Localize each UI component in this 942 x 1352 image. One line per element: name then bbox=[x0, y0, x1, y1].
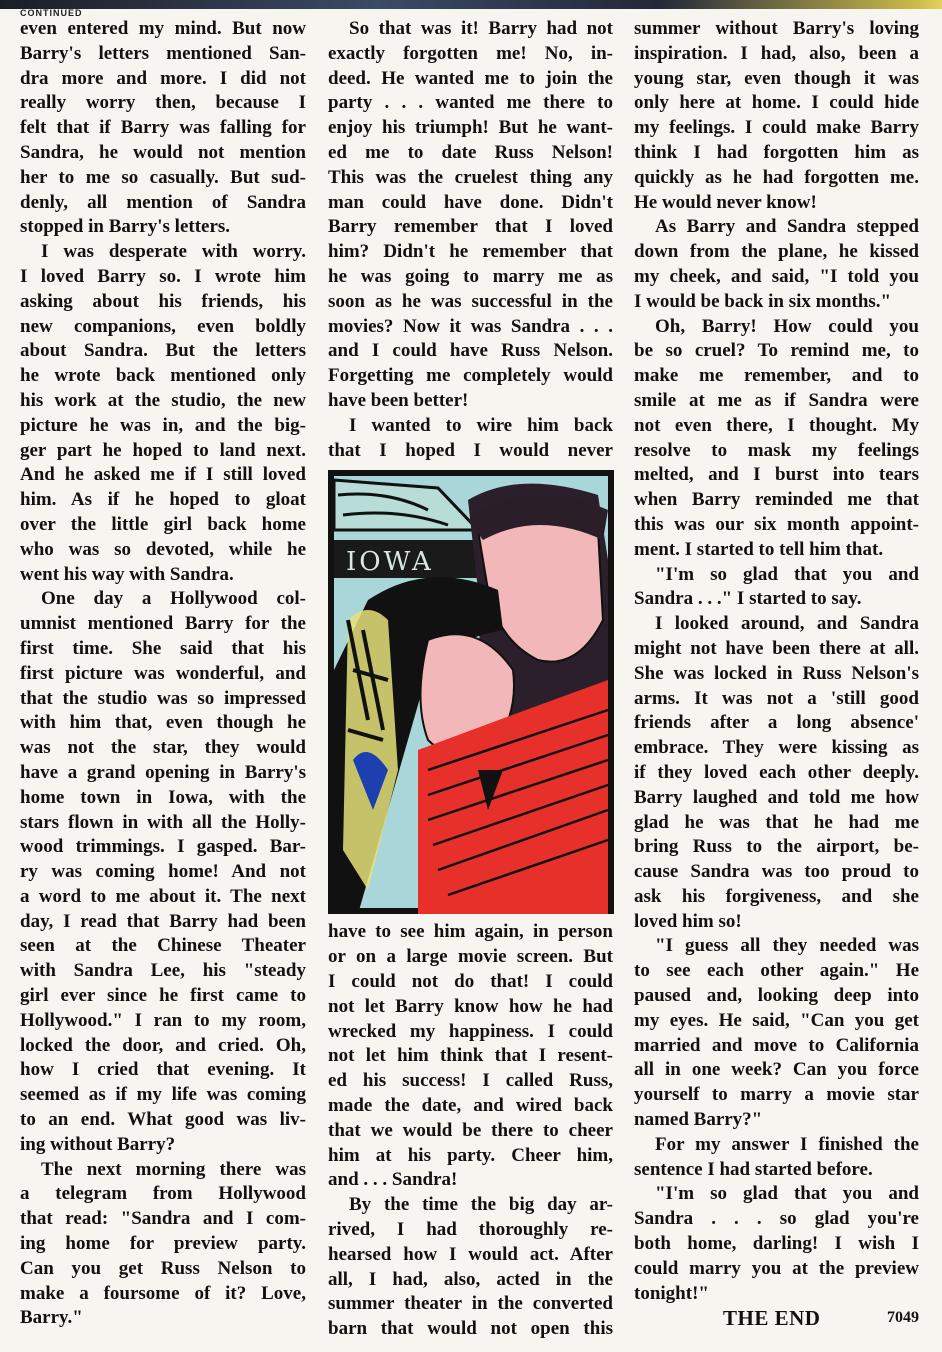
text-line: not let Barry know how he had bbox=[328, 995, 613, 1017]
text-line: that we would be there to cheer bbox=[328, 1119, 613, 1141]
paragraph bbox=[328, 920, 613, 1193]
text-line: not let him think that I resent- bbox=[328, 1045, 613, 1067]
text-line: when Barry reminded me that bbox=[634, 489, 919, 511]
text-line: Oh, Barry! How could you bbox=[655, 315, 919, 337]
text-line: soon as he was successful in the bbox=[328, 290, 613, 312]
text-line: I loved Barry so. I wrote him bbox=[20, 265, 306, 287]
text-line: loved him so! bbox=[634, 910, 742, 932]
text-line: make me remember, and to bbox=[634, 365, 919, 387]
text-line: felt that if Barry was falling for bbox=[20, 117, 306, 139]
text-line: or on a large movie screen. But bbox=[328, 946, 613, 968]
text-line: ing home for preview party. bbox=[20, 1233, 306, 1255]
text-line: One day a Hollywood col- bbox=[41, 588, 306, 610]
text-line: ment. I started to tell him that. bbox=[634, 538, 884, 560]
paragraph bbox=[20, 17, 306, 240]
text-line: over the little girl back home bbox=[20, 513, 306, 535]
text-line: with Sandra Lee, his "steady bbox=[20, 960, 306, 982]
paragraph bbox=[328, 1193, 613, 1342]
text-line: even entered my mind. But now bbox=[20, 18, 306, 39]
text-line: And he asked me if I still loved bbox=[20, 464, 306, 486]
text-line: home town in Iowa, with the bbox=[20, 786, 306, 808]
text-line: to see each other again." He bbox=[634, 960, 919, 982]
text-line: hearsed how I would act. After bbox=[328, 1243, 613, 1265]
text-line: I looked around, and Sandra bbox=[655, 613, 919, 635]
text-line: be so cruel? To remind me, to bbox=[634, 340, 919, 362]
text-line: he wrote back mentioned only bbox=[20, 365, 306, 387]
text-line: both home, darling! I wish I bbox=[634, 1233, 919, 1255]
text-line: melted, and I burst into tears bbox=[634, 464, 919, 486]
text-line: a telegram from Hollywood bbox=[20, 1183, 306, 1205]
text-line: really worry then, because I bbox=[20, 92, 306, 114]
text-line: young star, even though it was bbox=[634, 67, 919, 89]
text-line: he was going to marry me as bbox=[328, 265, 613, 287]
text-line: movies? Now it was Sandra . . . bbox=[328, 315, 613, 337]
text-line: only here at home. I could hide bbox=[634, 92, 919, 114]
text-line: arms. It was not a 'still good bbox=[634, 687, 919, 709]
paragraph bbox=[328, 414, 613, 464]
text-line: to an end. What good was liv- bbox=[20, 1109, 306, 1131]
text-column-2 bbox=[328, 17, 613, 1342]
text-line: ing without Barry? bbox=[20, 1133, 176, 1155]
text-line: rived, I had thoroughly re- bbox=[328, 1218, 613, 1240]
text-line: He would never know! bbox=[634, 191, 817, 213]
text-line: glad he was that he had me bbox=[634, 811, 919, 833]
text-line: stars flown in with all the Holly- bbox=[20, 811, 306, 833]
text-line: tonight!" bbox=[634, 1282, 709, 1304]
text-line: seemed as if my life was coming bbox=[20, 1084, 306, 1106]
text-line: ry was coming home! And not bbox=[20, 861, 306, 883]
text-line: how I cried that evening. It bbox=[20, 1059, 306, 1081]
text-line: all in one week? Can you force bbox=[634, 1059, 919, 1081]
text-line: his work at the studio, the new bbox=[20, 389, 306, 411]
text-line: him at his party. Cheer him, bbox=[328, 1144, 613, 1166]
text-line: make a foursome of it? Love, bbox=[20, 1282, 306, 1304]
text-line: down from the plane, he kissed bbox=[634, 241, 919, 263]
text-line: barn that would not open this bbox=[328, 1318, 613, 1340]
text-line: friends after a long absence' bbox=[634, 712, 919, 734]
text-line: stopped in Barry's letters. bbox=[20, 216, 231, 238]
text-line: have to see him again, in person bbox=[328, 921, 613, 943]
text-line: have been better! bbox=[328, 389, 469, 411]
text-line: enjoy his triumph! But he want- bbox=[328, 117, 613, 139]
text-line: party . . . wanted me there to bbox=[328, 92, 613, 114]
text-line: "I'm so glad that you and bbox=[655, 563, 919, 585]
text-line: girl ever since he first came to bbox=[20, 985, 306, 1007]
text-line: bring Russ to the airport, be- bbox=[634, 836, 919, 858]
paragraph bbox=[20, 587, 306, 1157]
text-line: resolve to mask my feelings bbox=[634, 439, 919, 461]
paragraph bbox=[20, 1158, 306, 1332]
paragraph bbox=[634, 934, 919, 1132]
text-line: "I'm so glad that you and bbox=[655, 1183, 919, 1205]
text-line: Forgetting me completely would bbox=[328, 365, 613, 387]
text-line: cause Sandra was too proud to bbox=[634, 861, 919, 883]
text-line: all, I had, also, acted in the bbox=[328, 1268, 613, 1290]
page-footer bbox=[634, 1306, 919, 1332]
text-line: deed. He wanted me to join the bbox=[328, 67, 613, 89]
text-line: dra more and more. I did not bbox=[20, 67, 306, 89]
text-column-1 bbox=[20, 17, 306, 1331]
text-line: made the date, and wired back bbox=[328, 1094, 613, 1116]
text-line: umnist mentioned Barry for the bbox=[20, 613, 306, 635]
text-line: Barry's letters mentioned San- bbox=[20, 42, 306, 64]
text-line: By the time the big day ar- bbox=[349, 1194, 613, 1216]
text-line: ask his forgiveness, and she bbox=[634, 885, 919, 907]
text-line: not even there, I thought. My bbox=[634, 414, 919, 436]
comic-panel-illustration bbox=[328, 470, 614, 914]
text-line: I wanted to wire him back bbox=[349, 414, 613, 436]
text-line: quickly as he had forgotten me. bbox=[634, 166, 919, 188]
text-line: As Barry and Sandra stepped bbox=[655, 216, 919, 238]
text-line: him. As if he hoped to gloat bbox=[20, 489, 306, 511]
text-line: think I had forgotten him as bbox=[634, 141, 919, 163]
text-line: and . . . Sandra! bbox=[328, 1169, 458, 1191]
text-line: summer theater in the converted bbox=[328, 1293, 613, 1315]
paragraph bbox=[634, 563, 919, 613]
text-line: first picture was wonderful, and bbox=[20, 662, 306, 684]
paragraph bbox=[634, 315, 919, 563]
text-line: inspiration. I had, also, been a bbox=[634, 42, 919, 64]
text-line: this was our six month appoint- bbox=[634, 513, 919, 535]
text-line: I was desperate with worry. bbox=[41, 241, 306, 263]
text-line: my eyes. He said, "Can you get bbox=[634, 1009, 919, 1031]
text-line: This was the cruelest thing any bbox=[328, 166, 613, 188]
text-line: sentence I had started before. bbox=[634, 1158, 873, 1180]
text-line: Barry." bbox=[20, 1307, 83, 1329]
text-line: with him that, even though he bbox=[20, 712, 306, 734]
text-line: could marry you at the preview bbox=[634, 1257, 919, 1279]
text-line: ger part he hoped to land next. bbox=[20, 439, 306, 461]
text-line: "I guess all they needed was bbox=[655, 935, 919, 957]
text-line: might not have been there at all. bbox=[634, 637, 919, 659]
text-line: was not the star, they would bbox=[20, 737, 306, 759]
text-line: asking about his friends, his bbox=[20, 290, 306, 312]
text-line: him? Didn't he remember that bbox=[328, 241, 613, 263]
paragraph bbox=[634, 1133, 919, 1183]
text-line: paused and, looking deep into bbox=[634, 985, 919, 1007]
text-line: wood trimmings. I gasped. Bar- bbox=[20, 836, 306, 858]
paragraph bbox=[20, 240, 306, 587]
text-line: Sandra . . ." I started to say. bbox=[634, 588, 862, 610]
text-line: day, I read that Barry had been bbox=[20, 910, 306, 932]
text-line: Can you get Russ Nelson to bbox=[20, 1257, 306, 1279]
text-line: Barry laughed and told me how bbox=[634, 786, 919, 808]
paragraph bbox=[634, 612, 919, 934]
text-line: who was so devoted, while he bbox=[20, 538, 306, 560]
text-line: locked the door, and cried. Oh, bbox=[20, 1034, 306, 1056]
text-line: summer without Barry's loving bbox=[634, 18, 919, 39]
continued-header: CONTINUED bbox=[20, 8, 83, 16]
text-line: So that was it! Barry had not bbox=[349, 18, 613, 39]
text-line: yourself to marry a movie star bbox=[634, 1084, 919, 1106]
text-line: my cheek, and said, "I told you bbox=[634, 265, 919, 287]
text-line: exactly forgotten me! No, in- bbox=[328, 42, 613, 64]
text-line: I would be back in six months." bbox=[634, 290, 892, 312]
top-border-strip bbox=[0, 0, 942, 9]
text-line: went his way with Sandra. bbox=[20, 563, 234, 585]
text-line: named Barry?" bbox=[634, 1109, 763, 1131]
text-line: Barry remember that I loved bbox=[328, 216, 613, 238]
text-line: She was locked in Russ Nelson's bbox=[634, 662, 919, 684]
paragraph bbox=[634, 17, 919, 215]
paragraph bbox=[328, 17, 613, 414]
the-end-label: THE END bbox=[723, 1306, 821, 1330]
text-line: my feelings. I could make Barry bbox=[634, 117, 919, 139]
text-line: about Sandra. But the letters bbox=[20, 340, 306, 362]
text-line: that I hoped I would never bbox=[328, 439, 613, 461]
text-line: man could have done. Didn't bbox=[328, 191, 613, 213]
page-number: 7049 bbox=[887, 1309, 919, 1326]
text-line: ed me to date Russ Nelson! bbox=[328, 141, 613, 163]
paragraph bbox=[634, 215, 919, 314]
text-line: wrecked my happiness. I could bbox=[328, 1020, 613, 1042]
text-line: For my answer I finished the bbox=[655, 1133, 919, 1155]
text-line: her to me so casually. But sud- bbox=[20, 166, 306, 188]
iowa-sign-text: IOWA bbox=[346, 547, 434, 578]
text-line: smile at me as if Sandra were bbox=[634, 389, 919, 411]
text-line: new companions, even boldly bbox=[20, 315, 306, 337]
text-line: Hollywood." I ran to my room, bbox=[20, 1009, 306, 1031]
text-line: a word to me about it. The next bbox=[20, 885, 306, 907]
text-column-3 bbox=[634, 17, 919, 1306]
text-line: that read: "Sandra and I com- bbox=[20, 1208, 306, 1230]
text-line: The next morning there was bbox=[41, 1158, 306, 1180]
text-line: ed his success! I called Russ, bbox=[328, 1070, 613, 1092]
paragraph bbox=[634, 1182, 919, 1306]
text-line: denly, all mention of Sandra bbox=[20, 191, 306, 213]
text-line: first time. She said that his bbox=[20, 637, 306, 659]
text-line: seen at the Chinese Theater bbox=[20, 935, 306, 957]
text-line: married and move to California bbox=[634, 1034, 919, 1056]
text-line: that the studio was so impressed bbox=[20, 687, 306, 709]
text-line: if they loved each other deeply. bbox=[634, 761, 919, 783]
text-line: I could not do that! I could bbox=[328, 970, 613, 992]
text-line: have a grand opening in Barry's bbox=[20, 761, 306, 783]
text-line: embrace. They were kissing as bbox=[634, 737, 919, 759]
text-line: and I could have Russ Nelson. bbox=[328, 340, 613, 362]
text-line: Sandra . . . so glad you're bbox=[634, 1208, 919, 1230]
text-line: picture he was in, and the big- bbox=[20, 414, 306, 436]
text-line: Sandra, he would not mention bbox=[20, 141, 306, 163]
